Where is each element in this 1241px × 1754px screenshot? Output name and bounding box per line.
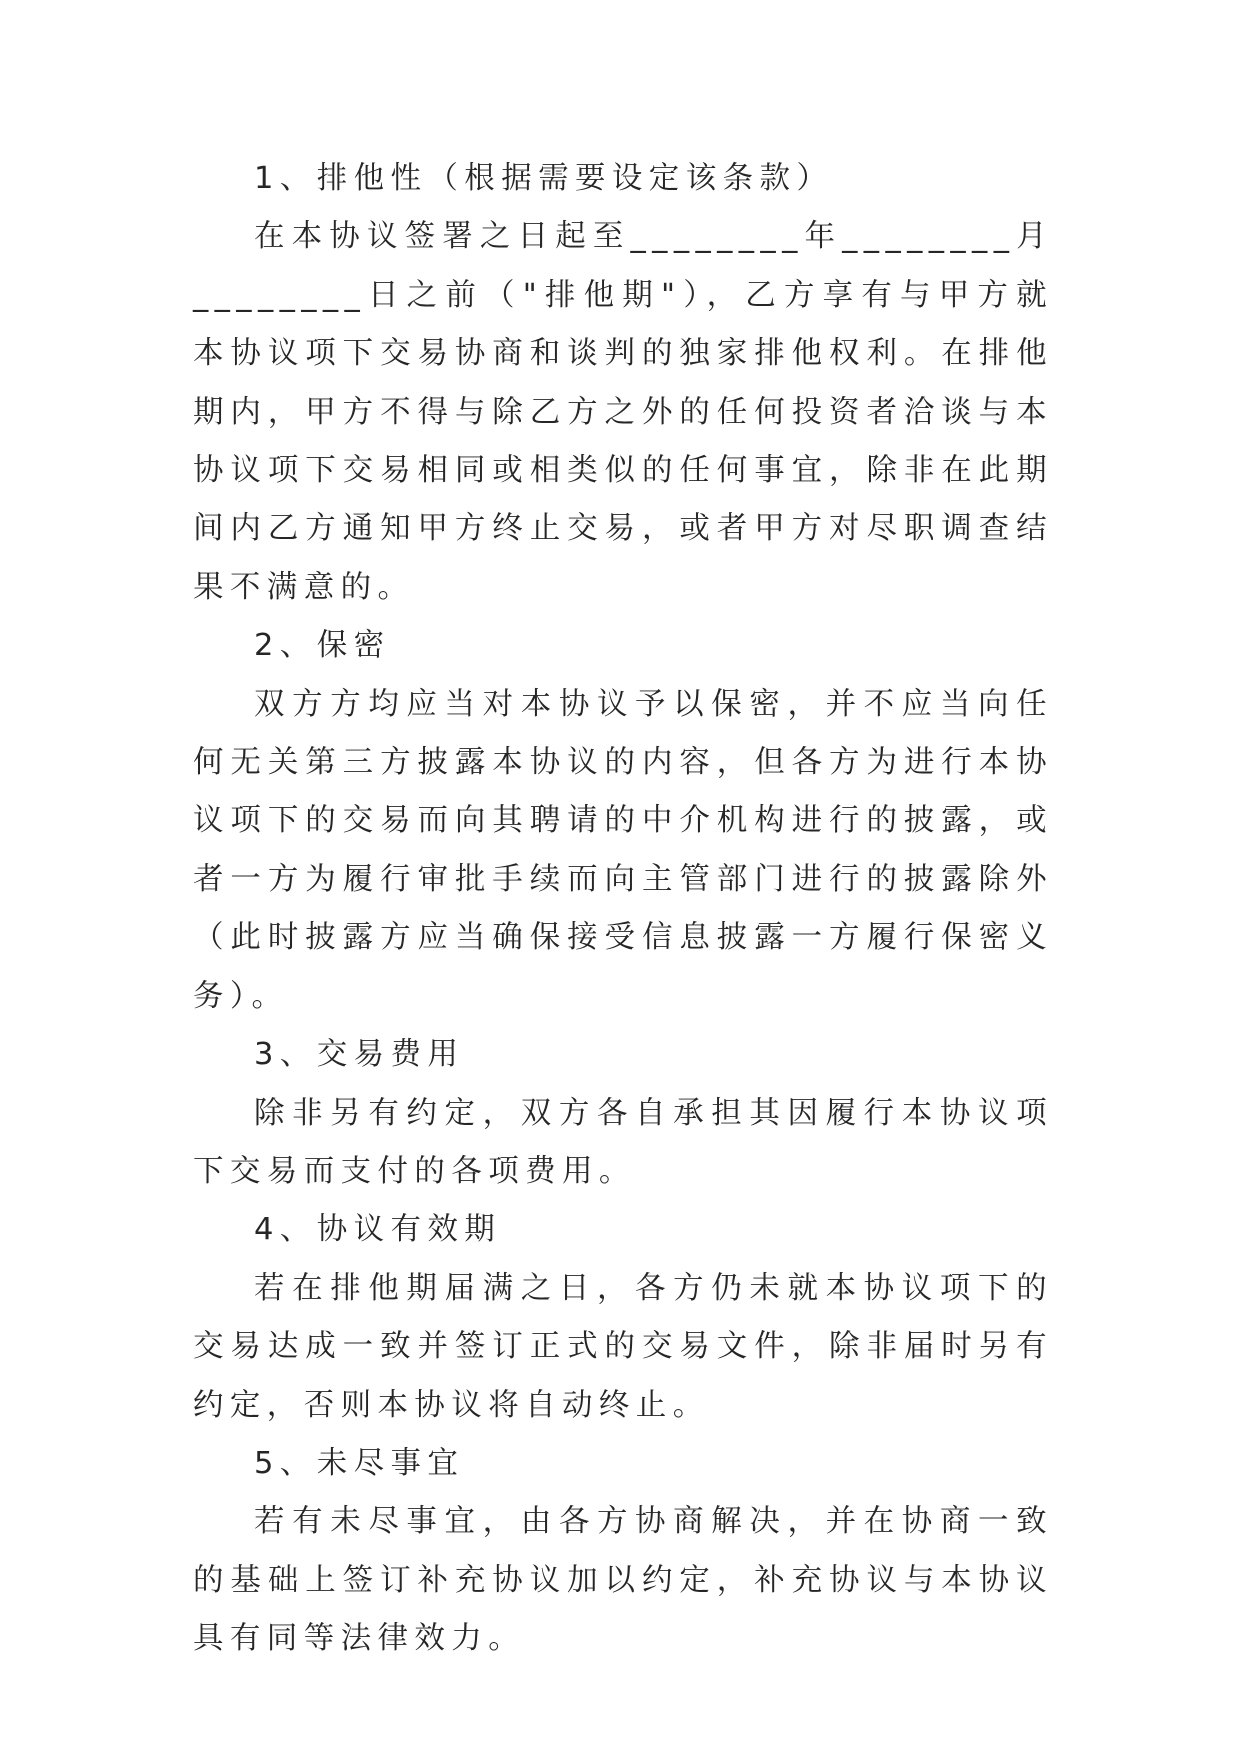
section-confidentiality (193, 617, 1053, 1026)
section-heading: 3、交易费用 (254, 1037, 465, 1073)
section-heading: 4、协议有效期 (254, 1212, 502, 1248)
section-heading: 2、保密 (254, 628, 391, 664)
section-body: 在本协议签署之日起至________年________月________日之前（"排他期"），乙方享有与甲方就本协议项下交易协商和谈判的独家排他权利。在排他期内，甲方不得与除乙方之外的任何投资者洽谈与本协议项下交易相同或相类似的任何事宜，除非在此期间内乙方通知甲方终止交易，或者甲方对尽职调查结果不满意的。 (193, 219, 1053, 605)
section-body: 双方方均应当对本协议予以保密，并不应当向任何无关第三方披露本协议的内容，但各方为进行本协议项下的交易而向其聘请的中介机构进行的披露，或者一方为履行审批手续而向主管部门进行的披露除外（此时披露方应当确保接受信息披露一方履行保密义务）。 (193, 686, 1053, 1014)
section-transaction-fees (193, 1026, 1053, 1201)
document-page (193, 150, 1053, 1669)
section-validity-period (193, 1201, 1053, 1435)
section-body: 若在排他期届满之日，各方仍未就本协议项下的交易达成一致并签订正式的交易文件，除非届时另有约定，否则本协议将自动终止。 (193, 1270, 1053, 1423)
section-heading: 1、排他性（根据需要设定该条款） (254, 161, 834, 196)
section-heading: 5、未尽事宜 (254, 1445, 465, 1481)
section-body: 除非另有约定，双方各自承担其因履行本协议项下交易而支付的各项费用。 (193, 1095, 1053, 1189)
section-other-matters (193, 1435, 1053, 1669)
section-body: 若有未尽事宜，由各方协商解决，并在协商一致的基础上签订补充协议加以约定，补充协议与本协议具有同等法律效力。 (193, 1504, 1053, 1657)
section-exclusivity (193, 150, 1053, 617)
